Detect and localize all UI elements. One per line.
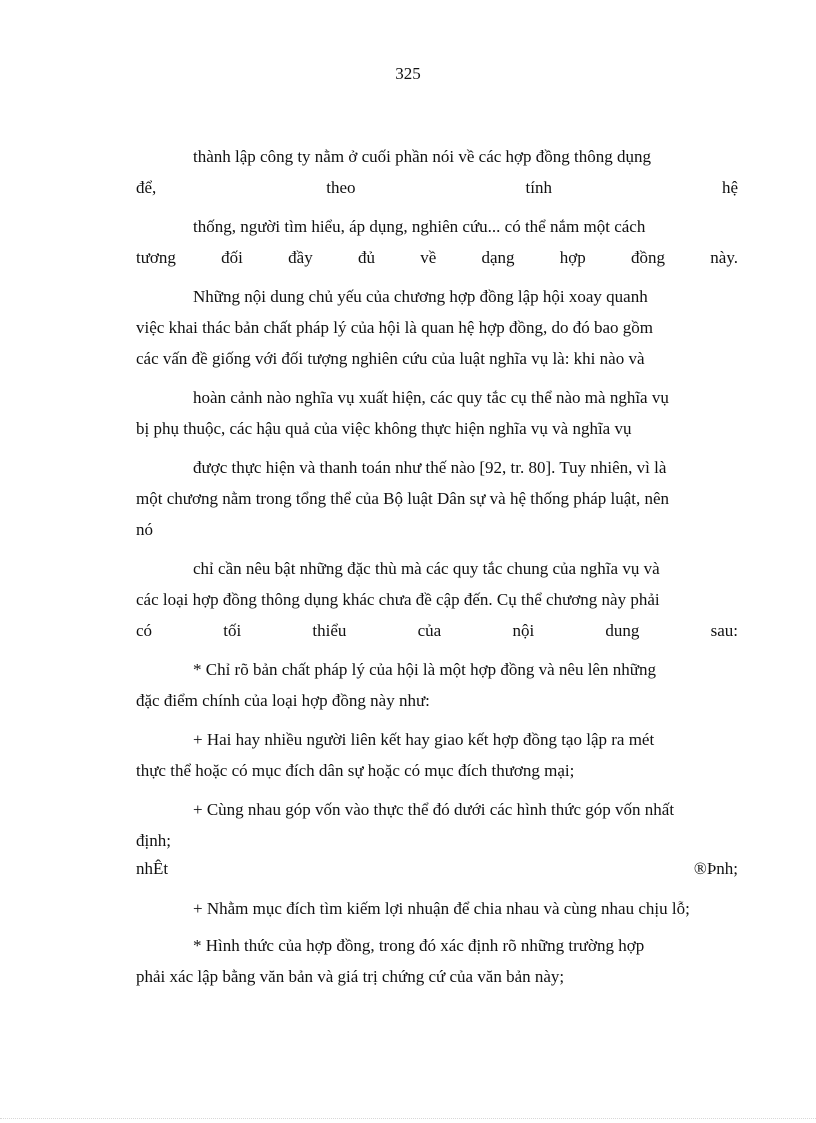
page-bottom-rule [0, 1118, 816, 1119]
text-line: đặc điểm chính của loại hợp đồng này như: [136, 691, 430, 710]
text-line: + Hai hay nhiều người liên kết hay giao kết hợp đồng tạo lập ra mét [193, 730, 655, 749]
text-line: các vấn đề giống với đối tượng nghiên cứu của luật nghĩa vụ là: khi nào và [136, 349, 645, 368]
text-line: bị phụ thuộc, các hậu quả của việc không thực hiện nghĩa vụ và nghĩa vụ [136, 419, 632, 438]
text-line: định; [136, 831, 171, 850]
garbled-word-right: ®Þnh; [693, 859, 738, 878]
page-number: 325 [395, 64, 421, 83]
text-line: thực thể hoặc có mục đích dân sự hoặc có mục đích thương mại; [136, 761, 575, 780]
text-line: tương đối đầy đủ về dạng hợp đồng này. [136, 248, 738, 267]
garbled-line [136, 858, 738, 880]
text-line: có tối thiểu của nội dung sau: [136, 621, 738, 640]
text-line: hoàn cảnh nào nghĩa vụ xuất hiện, các quy tắc cụ thể nào mà nghĩa vụ [193, 388, 669, 407]
text-line: việc khai thác bản chất pháp lý của hội là quan hệ hợp đồng, do đó bao gồm [136, 318, 653, 337]
text-line: chỉ cần nêu bật những đặc thù mà các quy tắc chung của nghĩa vụ và [193, 559, 660, 578]
text-line: để, theo tính hệ [136, 178, 738, 197]
text-line: + Nhằm mục đích tìm kiếm lợi nhuận để chia nhau và cùng nhau chịu lỗ; [193, 899, 690, 918]
text-line: các loại hợp đồng thông dụng khác chưa đề cập đến. Cụ thể chương này phải [136, 590, 660, 609]
text-line: Những nội dung chủ yếu của chương hợp đồng lập hội xoay quanh [193, 287, 648, 306]
text-line: một chương nằm trong tổng thể của Bộ luật Dân sự và hệ thống pháp luật, nên [136, 489, 670, 508]
text-line: * Chỉ rõ bản chất pháp lý của hội là một hợp đồng và nêu lên những [193, 660, 656, 679]
text-line: thống, người tìm hiểu, áp dụng, nghiên cứu... có thể nắm một cách [193, 217, 646, 236]
text-line: được thực hiện và thanh toán như thế nào [92, tr. 80]. Tuy nhiên, vì là [193, 458, 667, 477]
text-line: + Cùng nhau góp vốn vào thực thể đó dưới các hình thức góp vốn nhất [193, 800, 675, 819]
text-line: phải xác lập bằng văn bản và giá trị chứng cứ của văn bản này; [136, 967, 565, 986]
garbled-word-left: nhÊt [136, 859, 169, 878]
text-line: nó [136, 520, 153, 539]
text-line: thành lập công ty nằm ở cuối phần nói về các hợp đồng thông dụng [193, 147, 651, 166]
text-line: * Hình thức của hợp đồng, trong đó xác định rõ những trường hợp [193, 936, 645, 955]
